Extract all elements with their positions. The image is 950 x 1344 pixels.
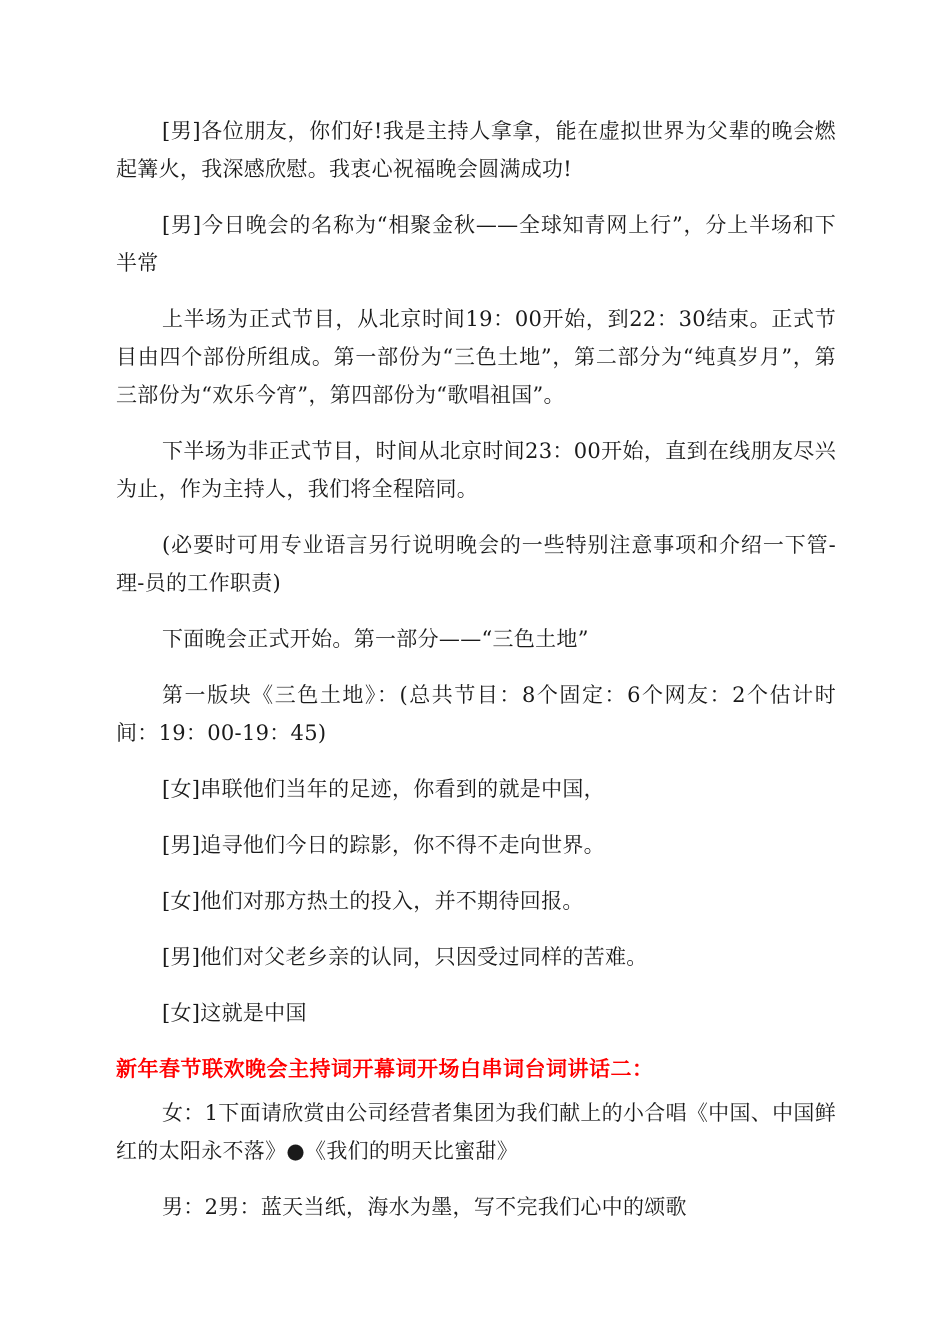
paragraph: 下半场为非正式节目，时间从北京时间23：00开始，直到在线朋友尽兴为止，作为主持人，我们将全程陪同。 (116, 439, 836, 501)
paragraph: 女：1下面请欣赏由公司经营者集团为我们献上的小合唱《中国、中国鲜红的太阳永不落》●《我们的明天比蜜甜》 (116, 1101, 836, 1163)
paragraph: [男]追寻他们今日的踪影，你不得不走向世界。 (162, 833, 605, 857)
paragraph: 上半场为正式节目，从北京时间19：00开始，到22：30结束。正式节目由四个部份所组成。第一部份为“三色土地”，第二部分为“纯真岁月”，第三部份为“欢乐今宵”，第四部份为“歌唱祖国”。 (116, 307, 836, 407)
paragraph: [男]各位朋友，你们好!我是主持人拿拿，能在虚拟世界为父辈的晚会燃起篝火，我深感欣慰。我衷心祝福晚会圆满成功! (116, 119, 836, 181)
paragraph: [女]这就是中国 (162, 1001, 307, 1025)
document-body (116, 112, 836, 1244)
paragraph: (必要时可用专业语言另行说明晚会的一些特别注意事项和介绍一下管-理-员的工作职责) (116, 533, 836, 595)
paragraph: [女]串联他们当年的足迹，你看到的就是中国， (162, 777, 605, 801)
paragraph: [女]他们对那方热土的投入，并不期待回报。 (162, 889, 584, 913)
paragraph: 男：2男：蓝天当纸，海水为墨，写不完我们心中的颂歌 (162, 1195, 687, 1219)
paragraph: [男]他们对父老乡亲的认同，只因受过同样的苦难。 (162, 945, 648, 969)
paragraph: 下面晚会正式开始。第一部分——“三色土地” (162, 627, 589, 651)
paragraph: [男]今日晚会的名称为“相聚金秋——全球知青网上行”，分上半场和下半常 (116, 213, 836, 275)
paragraph: 第一版块《三色土地》：(总共节目：8个固定：6个网友：2个估计时间：19：00-19：45) (116, 683, 836, 745)
section-heading: 新年春节联欢晚会主持词开幕词开场白串词台词讲话二： (116, 1057, 654, 1081)
